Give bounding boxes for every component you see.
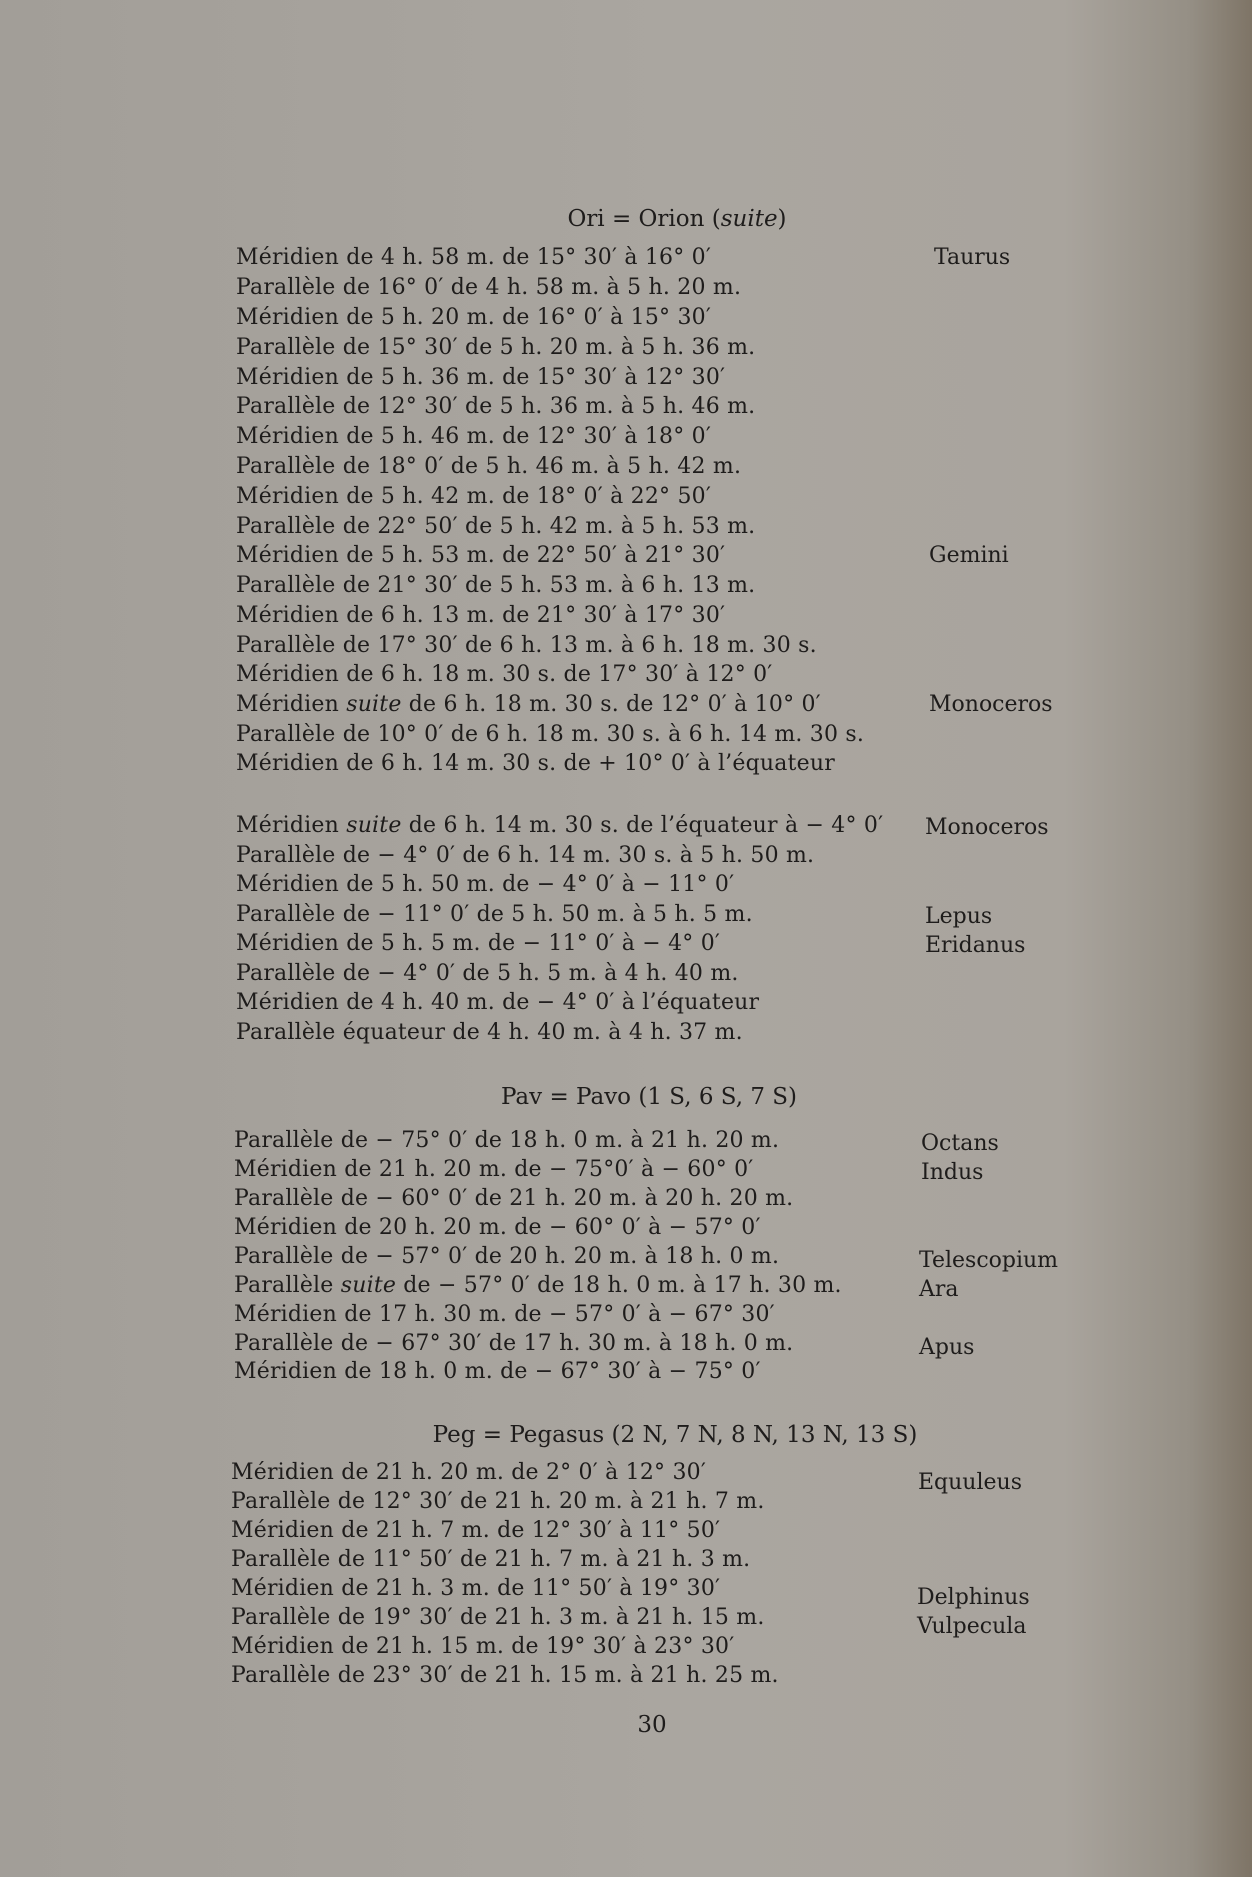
boundary-line: Parallèle de − 75° 0′ de 18 h. 0 m. à 21 h. 20 m.	[234, 1128, 780, 1153]
boundary-line: Méridien suite de 6 h. 14 m. 30 s. de l’équateur à − 4° 0′	[236, 813, 884, 838]
section-title-orion: Ori = Orion (suite)	[567, 206, 787, 232]
boundary-line: Parallèle de − 4° 0′ de 6 h. 14 m. 30 s. à 5 h. 50 m.	[236, 843, 815, 868]
boundary-line: Parallèle équateur de 4 h. 40 m. à 4 h. 37 m.	[236, 1020, 743, 1045]
boundary-line: Parallèle de 12° 30′ de 5 h. 36 m. à 5 h. 46 m.	[236, 394, 756, 419]
boundary-line: Parallèle de − 67° 30′ de 17 h. 30 m. à 18 h. 0 m.	[234, 1331, 794, 1356]
boundary-line: Méridien de 5 h. 36 m. de 15° 30′ à 12° 30′	[236, 365, 726, 390]
boundary-line: Méridien de 21 h. 3 m. de 11° 50′ à 19° 30′	[231, 1576, 721, 1601]
boundary-line: Parallèle de 23° 30′ de 21 h. 15 m. à 21 h. 25 m.	[231, 1663, 779, 1688]
neighbour-constellation: Monoceros	[925, 815, 1049, 840]
boundary-line: Méridien de 5 h. 5 m. de − 11° 0′ à − 4° 0′	[236, 931, 721, 956]
boundary-line: Parallèle de 16° 0′ de 4 h. 58 m. à 5 h. 20 m.	[236, 275, 742, 300]
boundary-line: Parallèle de − 11° 0′ de 5 h. 50 m. à 5 h. 5 m.	[236, 902, 753, 927]
boundary-line: Méridien de 21 h. 20 m. de 2° 0′ à 12° 30′	[231, 1460, 707, 1485]
neighbour-constellation: Taurus	[934, 245, 1011, 270]
neighbour-constellation: Octans	[921, 1131, 999, 1156]
neighbour-constellation: Telescopium	[919, 1248, 1059, 1273]
neighbour-constellation: Vulpecula	[917, 1614, 1027, 1639]
neighbour-constellation: Lepus	[925, 904, 993, 929]
boundary-line: Parallèle de − 57° 0′ de 20 h. 20 m. à 18 h. 0 m.	[234, 1244, 780, 1269]
neighbour-constellation: Apus	[919, 1335, 975, 1360]
neighbour-constellation: Delphinus	[917, 1585, 1030, 1610]
boundary-line: Parallèle de 22° 50′ de 5 h. 42 m. à 5 h. 53 m.	[236, 514, 756, 539]
boundary-line: Méridien de 17 h. 30 m. de − 57° 0′ à − 67° 30′	[234, 1302, 775, 1327]
boundary-line: Méridien de 21 h. 15 m. de 19° 30′ à 23° 30′	[231, 1634, 735, 1659]
boundary-line: Parallèle de − 60° 0′ de 21 h. 20 m. à 20 h. 20 m.	[234, 1186, 794, 1211]
neighbour-constellation: Eridanus	[925, 933, 1026, 958]
boundary-line: Méridien de 4 h. 40 m. de − 4° 0′ à l’équateur	[236, 990, 760, 1015]
boundary-line: Méridien de 20 h. 20 m. de − 60° 0′ à − 57° 0′	[234, 1215, 761, 1240]
section-title-pegasus: Peg = Pegasus (2 N, 7 N, 8 N, 13 N, 13 S)	[432, 1422, 918, 1448]
boundary-line: Méridien de 6 h. 13 m. de 21° 30′ à 17° 30′	[236, 603, 726, 628]
boundary-line: Parallèle de − 4° 0′ de 5 h. 5 m. à 4 h. 40 m.	[236, 961, 739, 986]
boundary-line: Méridien de 5 h. 53 m. de 22° 50′ à 21° 30′	[236, 543, 726, 568]
boundary-line: Méridien de 21 h. 7 m. de 12° 30′ à 11° 50′	[231, 1518, 721, 1543]
boundary-line: Méridien suite de 6 h. 18 m. 30 s. de 12° 0′ à 10° 0′	[236, 692, 821, 717]
boundary-line: Parallèle suite de − 57° 0′ de 18 h. 0 m. à 17 h. 30 m.	[234, 1273, 842, 1298]
boundary-line: Parallèle de 10° 0′ de 6 h. 18 m. 30 s. à 6 h. 14 m. 30 s.	[236, 722, 865, 747]
page-number: 30	[637, 1712, 667, 1738]
boundary-line: Parallèle de 19° 30′ de 21 h. 3 m. à 21 h. 15 m.	[231, 1605, 765, 1630]
boundary-line: Parallèle de 17° 30′ de 6 h. 13 m. à 6 h. 18 m. 30 s.	[236, 633, 817, 658]
section-title-pavo: Pav = Pavo (1 S, 6 S, 7 S)	[500, 1084, 798, 1110]
boundary-line: Parallèle de 18° 0′ de 5 h. 46 m. à 5 h. 42 m.	[236, 454, 742, 479]
boundary-line: Méridien de 4 h. 58 m. de 15° 30′ à 16° 0′	[236, 245, 712, 270]
neighbour-constellation: Indus	[921, 1160, 984, 1185]
boundary-line: Méridien de 18 h. 0 m. de − 67° 30′ à − 75° 0′	[234, 1359, 761, 1384]
boundary-line: Méridien de 5 h. 50 m. de − 4° 0′ à − 11° 0′	[236, 872, 735, 897]
boundary-line: Méridien de 5 h. 42 m. de 18° 0′ à 22° 50′	[236, 484, 712, 509]
boundary-line: Méridien de 5 h. 20 m. de 16° 0′ à 15° 30′	[236, 305, 712, 330]
boundary-line: Méridien de 5 h. 46 m. de 12° 30′ à 18° 0′	[236, 424, 712, 449]
boundary-line: Parallèle de 12° 30′ de 21 h. 20 m. à 21 h. 7 m.	[231, 1489, 765, 1514]
neighbour-constellation: Monoceros	[929, 692, 1053, 717]
boundary-line: Méridien de 21 h. 20 m. de − 75°0′ à − 60° 0′	[234, 1157, 754, 1182]
neighbour-constellation: Gemini	[929, 543, 1009, 568]
boundary-line: Parallèle de 21° 30′ de 5 h. 53 m. à 6 h. 13 m.	[236, 573, 756, 598]
boundary-line: Méridien de 6 h. 14 m. 30 s. de + 10° 0′ à l’équateur	[236, 751, 835, 776]
boundary-line: Méridien de 6 h. 18 m. 30 s. de 17° 30′ à 12° 0′	[236, 662, 773, 687]
neighbour-constellation: Equuleus	[918, 1470, 1022, 1495]
boundary-line: Parallèle de 11° 50′ de 21 h. 7 m. à 21 h. 3 m.	[231, 1547, 751, 1572]
neighbour-constellation: Ara	[919, 1277, 959, 1302]
boundary-line: Parallèle de 15° 30′ de 5 h. 20 m. à 5 h. 36 m.	[236, 335, 756, 360]
